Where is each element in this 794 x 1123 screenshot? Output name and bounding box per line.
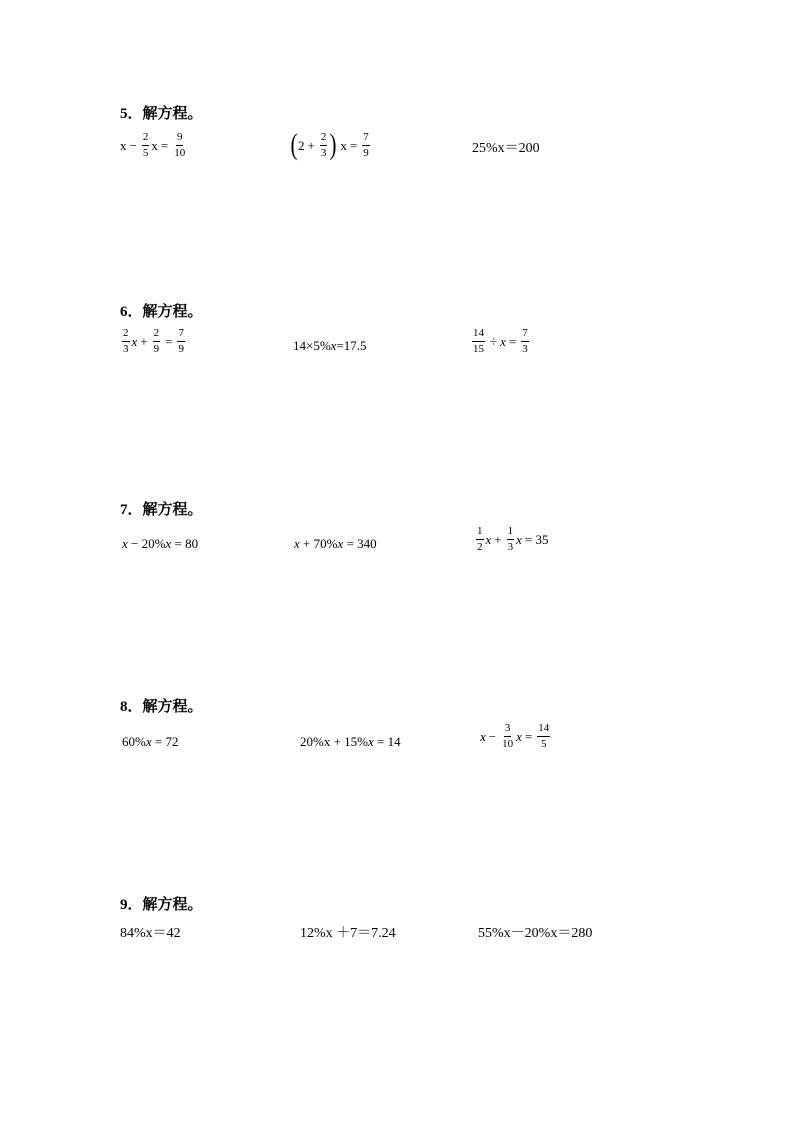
numerator: 1: [507, 526, 515, 540]
equation-part: 20%x + 15%: [300, 734, 368, 749]
variable: x: [337, 536, 344, 551]
equation-part: =17.5: [336, 338, 367, 353]
variable: x: [500, 334, 506, 349]
variable: x: [516, 532, 522, 547]
numerator: 2: [122, 328, 130, 342]
equation-6b: [293, 339, 367, 352]
denominator: 3: [320, 146, 327, 159]
denominator: 3: [123, 343, 129, 355]
numerator: 7: [362, 132, 370, 146]
equation-7a: [122, 537, 198, 550]
denominator: 3: [507, 541, 514, 553]
fraction: [122, 328, 130, 355]
numerator: 7: [521, 328, 529, 342]
numerator: 2: [320, 132, 328, 146]
denominator: 10: [174, 147, 186, 159]
numerator: 7: [177, 328, 185, 342]
equation-part: 60%: [122, 734, 146, 749]
denominator: 5: [142, 147, 149, 159]
operator: −: [488, 729, 497, 744]
equation-6a: [120, 328, 187, 355]
equation-part: 14×5%: [293, 338, 331, 353]
denominator: 9: [363, 146, 369, 159]
problem-heading: 7．解方程。: [120, 502, 203, 518]
variable: x: [368, 734, 374, 749]
numerator: 3: [504, 723, 512, 737]
operator: +: [494, 532, 502, 547]
term: x: [340, 137, 347, 153]
problem-heading: 6．解方程。: [120, 304, 203, 320]
numerator: 1: [476, 526, 484, 540]
fraction: [472, 328, 485, 355]
fraction: [507, 526, 515, 553]
variable: x: [165, 536, 172, 551]
equation-part: = 14: [373, 734, 401, 749]
equation-6c: [470, 328, 531, 355]
equation-5a: [120, 132, 188, 159]
denominator: 9: [153, 343, 160, 355]
operator: +: [140, 334, 148, 349]
fraction: [320, 132, 328, 159]
equation-9a: [120, 927, 181, 941]
denominator: 9: [178, 343, 184, 355]
operator: −: [129, 138, 137, 153]
equation-text: 84%x＝42: [120, 926, 181, 941]
variable: x: [145, 734, 152, 749]
variable: x: [122, 536, 128, 551]
variable: x: [480, 729, 486, 744]
operator: ÷: [490, 334, 498, 349]
problem-heading: 9．解方程。: [120, 897, 203, 913]
variable: x: [516, 729, 522, 744]
equation-8c: [480, 723, 552, 750]
denominator: 3: [522, 343, 528, 355]
numerator: 14: [472, 328, 485, 342]
fraction: [177, 328, 185, 355]
fraction: [142, 132, 150, 159]
right-paren: ): [329, 128, 337, 161]
equation-7b: [294, 537, 377, 550]
fraction: [521, 328, 529, 355]
equation-8a: [122, 735, 178, 748]
variable: x: [330, 338, 337, 353]
operator: =: [524, 729, 533, 744]
equation-text: 12%x ＋7＝7.24: [300, 926, 396, 941]
equation-8b: [300, 735, 401, 748]
fraction: [362, 132, 370, 159]
equation-text: 25%x＝200: [472, 141, 540, 156]
numerator: 9: [176, 132, 184, 146]
problem-heading: 8．解方程。: [120, 699, 203, 715]
fraction: [153, 328, 161, 355]
fraction: [501, 723, 514, 750]
term: x: [151, 138, 158, 153]
equation-7c: [474, 526, 552, 553]
operator: =: [160, 138, 169, 153]
equation-9c: [478, 927, 592, 941]
term: 2: [298, 137, 305, 153]
left-paren: (: [290, 128, 298, 161]
term: x: [120, 138, 127, 153]
operator: =: [508, 334, 517, 349]
equation-text: 55%x－20%x＝280: [478, 926, 593, 941]
equation-part: = 340: [343, 536, 377, 551]
fraction: [476, 526, 484, 553]
operator: =: [349, 137, 358, 153]
equation-5b: [290, 130, 372, 160]
fraction: [173, 132, 186, 159]
equation-9b: [300, 927, 396, 941]
equation-part: = 72: [151, 734, 179, 749]
numerator: 2: [153, 328, 161, 342]
operator: =: [165, 334, 173, 349]
equation-part: − 20%: [127, 536, 166, 551]
variable: x: [485, 532, 492, 547]
numerator: 2: [142, 132, 150, 146]
equation-part: + 70%: [299, 536, 338, 551]
problem-heading: 5．解方程。: [120, 106, 203, 122]
denominator: 10: [502, 738, 514, 750]
operator: = 35: [524, 532, 549, 547]
variable: x: [131, 334, 138, 349]
denominator: 5: [541, 738, 547, 750]
equation-part: = 80: [171, 536, 199, 551]
variable: x: [294, 536, 300, 551]
denominator: 2: [477, 541, 483, 553]
numerator: 14: [537, 723, 550, 737]
equation-5c: [472, 142, 540, 156]
fraction: [537, 723, 550, 750]
denominator: 15: [473, 343, 484, 355]
operator: +: [307, 137, 315, 153]
